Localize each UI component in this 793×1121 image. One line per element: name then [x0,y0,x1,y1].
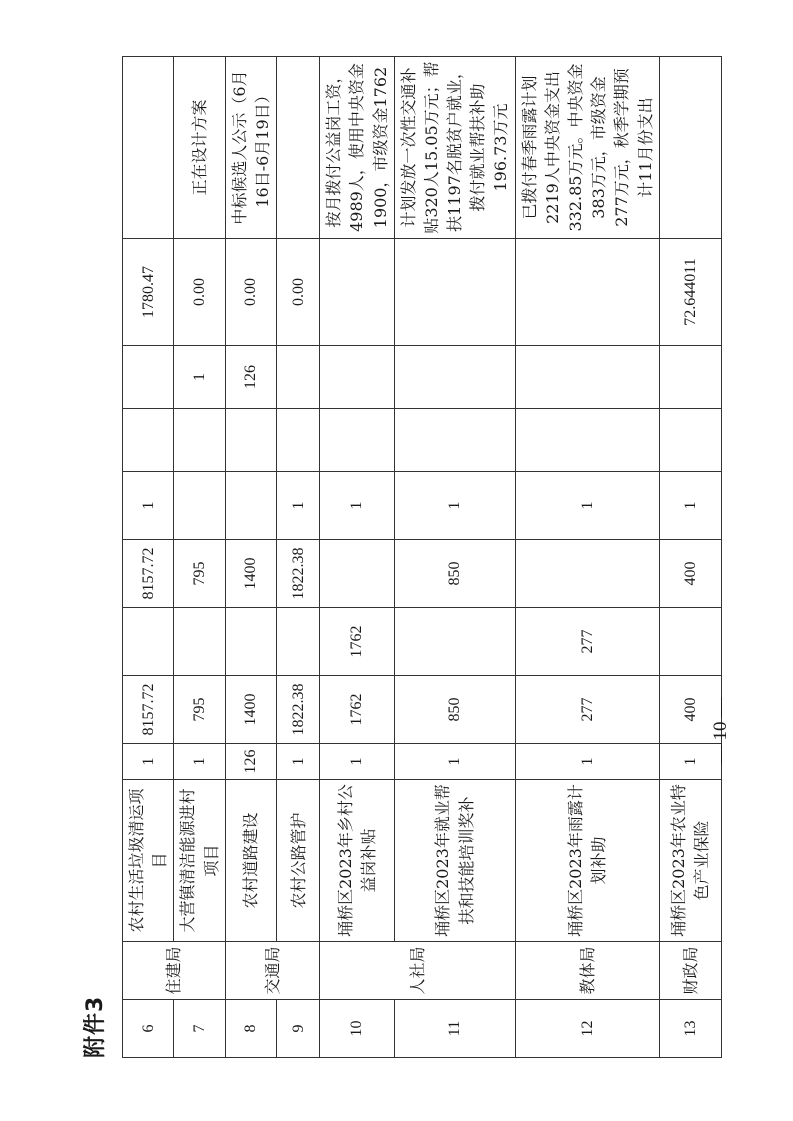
row-index: 6 [123,1000,174,1058]
amount-central: 277 [515,608,659,676]
amount-total: 1762 [320,676,395,744]
status-col-1: 1 [123,472,174,540]
amount-paid [320,239,395,346]
status-col-1: 1 [320,472,395,540]
amount-paid: 0.00 [174,239,225,346]
count-cell: 1 [123,744,174,780]
row-index: 7 [174,1000,225,1058]
status-col-2 [659,409,721,472]
status-col-3 [659,346,721,409]
amount-local: 795 [174,540,225,608]
table-row [394,57,515,1058]
progress-note: 已拨付春季雨露计划2219人中央资金支出332.85万元。中央资金383万元，市级资金277万元，秋季学期预计11月份支出 [515,57,659,239]
status-col-3 [277,346,320,409]
amount-paid: 0.00 [225,239,276,346]
progress-note [123,57,174,239]
project-name: 大营镇清洁能源进村项目 [174,780,225,942]
status-col-3: 1 [174,346,225,409]
dept-cell: 住建局 [123,942,226,1000]
project-name: 埇桥区2023年农业特色产业保险 [659,780,721,942]
status-col-1: 1 [394,472,515,540]
dept-cell: 财政局 [659,942,721,1000]
amount-central [277,608,320,676]
amount-paid: 1780.47 [123,239,174,346]
table-row [123,57,174,1058]
row-index: 8 [225,1000,276,1058]
table-row [277,57,320,1058]
status-col-1: 1 [515,472,659,540]
table-row [225,57,276,1058]
amount-central [225,608,276,676]
amount-local: 1822.38 [277,540,320,608]
dept-cell: 人社局 [320,942,516,1000]
progress-note: 按月拨付公益岗工资，4989人，使用中央资金1900，市级资金1762 [320,57,395,239]
table-row [174,57,225,1058]
count-cell: 1 [515,744,659,780]
status-col-3 [394,346,515,409]
project-table [122,56,722,1058]
amount-total: 1822.38 [277,676,320,744]
amount-local [320,540,395,608]
count-cell: 1 [174,744,225,780]
count-cell: 126 [225,744,276,780]
project-name: 农村道路建设 [225,780,276,942]
table-row [320,57,395,1058]
amount-paid: 0.00 [277,239,320,346]
amount-total: 8157.72 [123,676,174,744]
status-col-1 [225,472,276,540]
status-col-3 [515,346,659,409]
status-col-1: 1 [277,472,320,540]
amount-local: 1400 [225,540,276,608]
status-col-3 [320,346,395,409]
progress-note [277,57,320,239]
amount-central [123,608,174,676]
status-col-2 [320,409,395,472]
status-col-2 [277,409,320,472]
project-name: 农村公路管护 [277,780,320,942]
status-col-3 [123,346,174,409]
project-name: 埇桥区2023年雨露计划补助 [515,780,659,942]
amount-local: 400 [659,540,721,608]
status-col-2 [174,409,225,472]
status-col-2 [394,409,515,472]
status-col-2 [515,409,659,472]
status-col-1 [174,472,225,540]
progress-note: 计划发放一次性交通补贴320人15.05万元；帮扶1197名脱贫户就业，拨付就业帮扶补助196.73万元 [394,57,515,239]
amount-paid [394,239,515,346]
status-col-2 [225,409,276,472]
count-cell: 1 [320,744,395,780]
amount-total: 277 [515,676,659,744]
amount-central [394,608,515,676]
amount-local: 8157.72 [123,540,174,608]
project-name: 农村生活垃圾清运项目 [123,780,174,942]
amount-local [515,540,659,608]
status-col-2 [123,409,174,472]
table-row [515,57,659,1058]
amount-total: 400 [659,676,721,744]
dept-cell: 交通局 [225,942,319,1000]
page-number: — 10 — [710,697,731,765]
amount-central: 1762 [320,608,395,676]
row-index: 11 [394,1000,515,1058]
amount-total: 795 [174,676,225,744]
amount-total: 1400 [225,676,276,744]
progress-note: 正在设计方案 [174,57,225,239]
row-index: 13 [659,1000,721,1058]
amount-paid [515,239,659,346]
project-name: 埇桥区2023年就业帮扶和技能培训奖补 [394,780,515,942]
amount-central [659,608,721,676]
amount-paid: 72.644011 [659,239,721,346]
status-col-3: 126 [225,346,276,409]
amount-local: 850 [394,540,515,608]
status-col-1: 1 [659,472,721,540]
project-name: 埇桥区2023年乡村公益岗补贴 [320,780,395,942]
count-cell: 1 [394,744,515,780]
table-row [659,57,721,1058]
count-cell: 1 [659,744,721,780]
row-index: 10 [320,1000,395,1058]
dept-cell: 教体局 [515,942,659,1000]
attachment-label: 附件3 [83,995,108,1058]
progress-note: 中标候选人公示（6月16日-6月19日） [225,57,276,239]
row-index: 12 [515,1000,659,1058]
amount-central [174,608,225,676]
amount-total: 850 [394,676,515,744]
row-index: 9 [277,1000,320,1058]
count-cell: 1 [277,744,320,780]
progress-note [659,57,721,239]
